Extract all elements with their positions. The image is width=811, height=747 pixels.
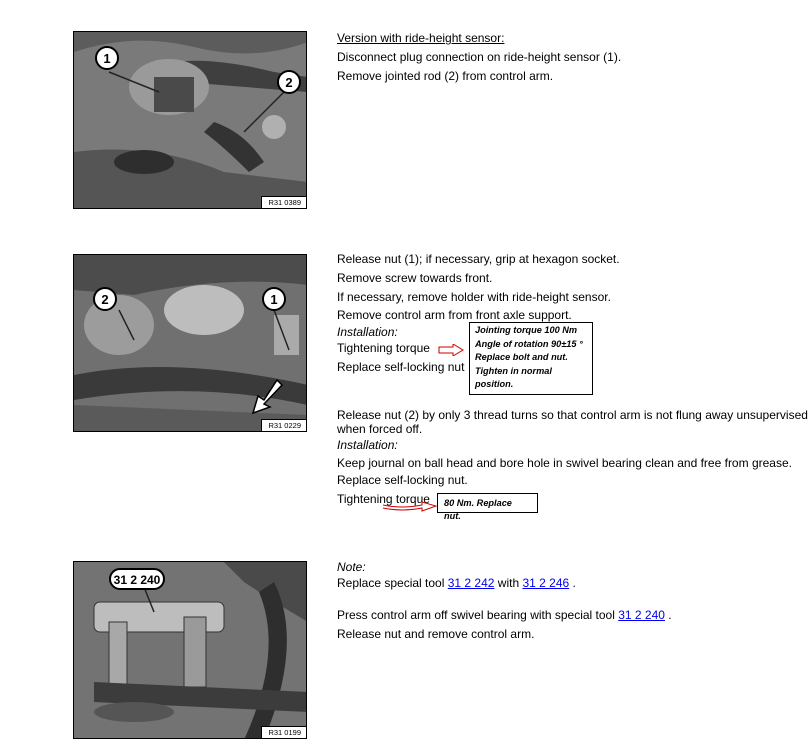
callout-2: 2 (285, 75, 293, 90)
link-tool-31-2-242[interactable]: 31 2 242 (447, 576, 495, 590)
figure-illustration (74, 562, 307, 739)
with-word: with (494, 576, 523, 590)
installation-label: Installation: (337, 438, 398, 452)
note-line: Angle of rotation 90±15 ° (475, 338, 583, 349)
instruction-line: Disconnect plug connection on ride-height sensor (1). (337, 49, 622, 64)
figure-illustration (74, 255, 307, 432)
figure-code: R31 0199 (261, 726, 306, 738)
instruction-line: when forced off. (337, 422, 423, 436)
instruction-line: Release nut and remove control arm. (337, 626, 535, 641)
note-line: 80 Nm. Replace nut. (444, 498, 512, 521)
section1-text (337, 29, 621, 85)
figure-ride-height-sensor (73, 31, 307, 209)
annotation-arrow-icon (438, 344, 464, 356)
callout-tool: 31 2 240 (113, 573, 161, 587)
figure-illustration (74, 32, 307, 209)
instruction-line: Remove control arm from front axle support. (337, 308, 572, 323)
section3-text (337, 560, 672, 644)
install-line: Replace self-locking nut. (337, 473, 468, 487)
installation-label: Installation: (337, 325, 398, 340)
section2-para2 (337, 408, 808, 509)
figure-code: R31 0389 (261, 196, 306, 208)
torque-note-box (469, 322, 593, 395)
period: . (664, 608, 672, 622)
press-text: Press control arm off swivel bearing with special tool (337, 608, 619, 622)
replace-tool-line (337, 574, 672, 592)
callout-1: 1 (103, 51, 111, 66)
figure-control-arm-nut (73, 254, 307, 432)
replace-prefix: Replace special tool (337, 576, 448, 590)
note-line: Tighten in normal (475, 365, 552, 376)
period: . (569, 576, 576, 590)
instruction-line: Remove jointed rod (2) from control arm. (337, 68, 554, 83)
note-line: Replace bolt and nut. (475, 352, 568, 362)
torque-note-box-2 (437, 493, 538, 521)
torque-label: Tightening torque (337, 491, 430, 506)
callout-1: 1 (270, 292, 278, 307)
install-line: Tightening torque (337, 341, 430, 356)
figure-special-tool (73, 561, 307, 739)
spacer (337, 592, 672, 606)
press-line (337, 606, 672, 625)
callout-2: 2 (101, 292, 109, 307)
note-label: Note: (337, 560, 366, 574)
note-line: Jointing torque 100 Nm (475, 325, 578, 335)
instruction-line: If necessary, remove holder with ride-height sensor. (337, 289, 611, 304)
install-line: Keep journal on ball head and bore hole in swivel bearing clean and free from grease. (337, 456, 792, 470)
figure-code: R31 0229 (261, 419, 306, 431)
install-line: Replace self-locking nut (337, 359, 465, 374)
section-heading: Version with ride-height sensor: (337, 31, 505, 45)
instruction-line: Release nut (1); if necessary, grip at hexagon socket. (337, 252, 620, 266)
instruction-line: Release nut (2) by only 3 thread turns so that control arm is not flung away unsupervised (337, 408, 808, 422)
link-tool-31-2-246[interactable]: 31 2 246 (522, 576, 570, 590)
link-tool-31-2-240[interactable]: 31 2 240 (618, 608, 665, 622)
note-line: position. (475, 379, 514, 389)
instruction-line: Remove screw towards front. (337, 270, 493, 285)
annotation-arrow-icon (382, 499, 438, 513)
